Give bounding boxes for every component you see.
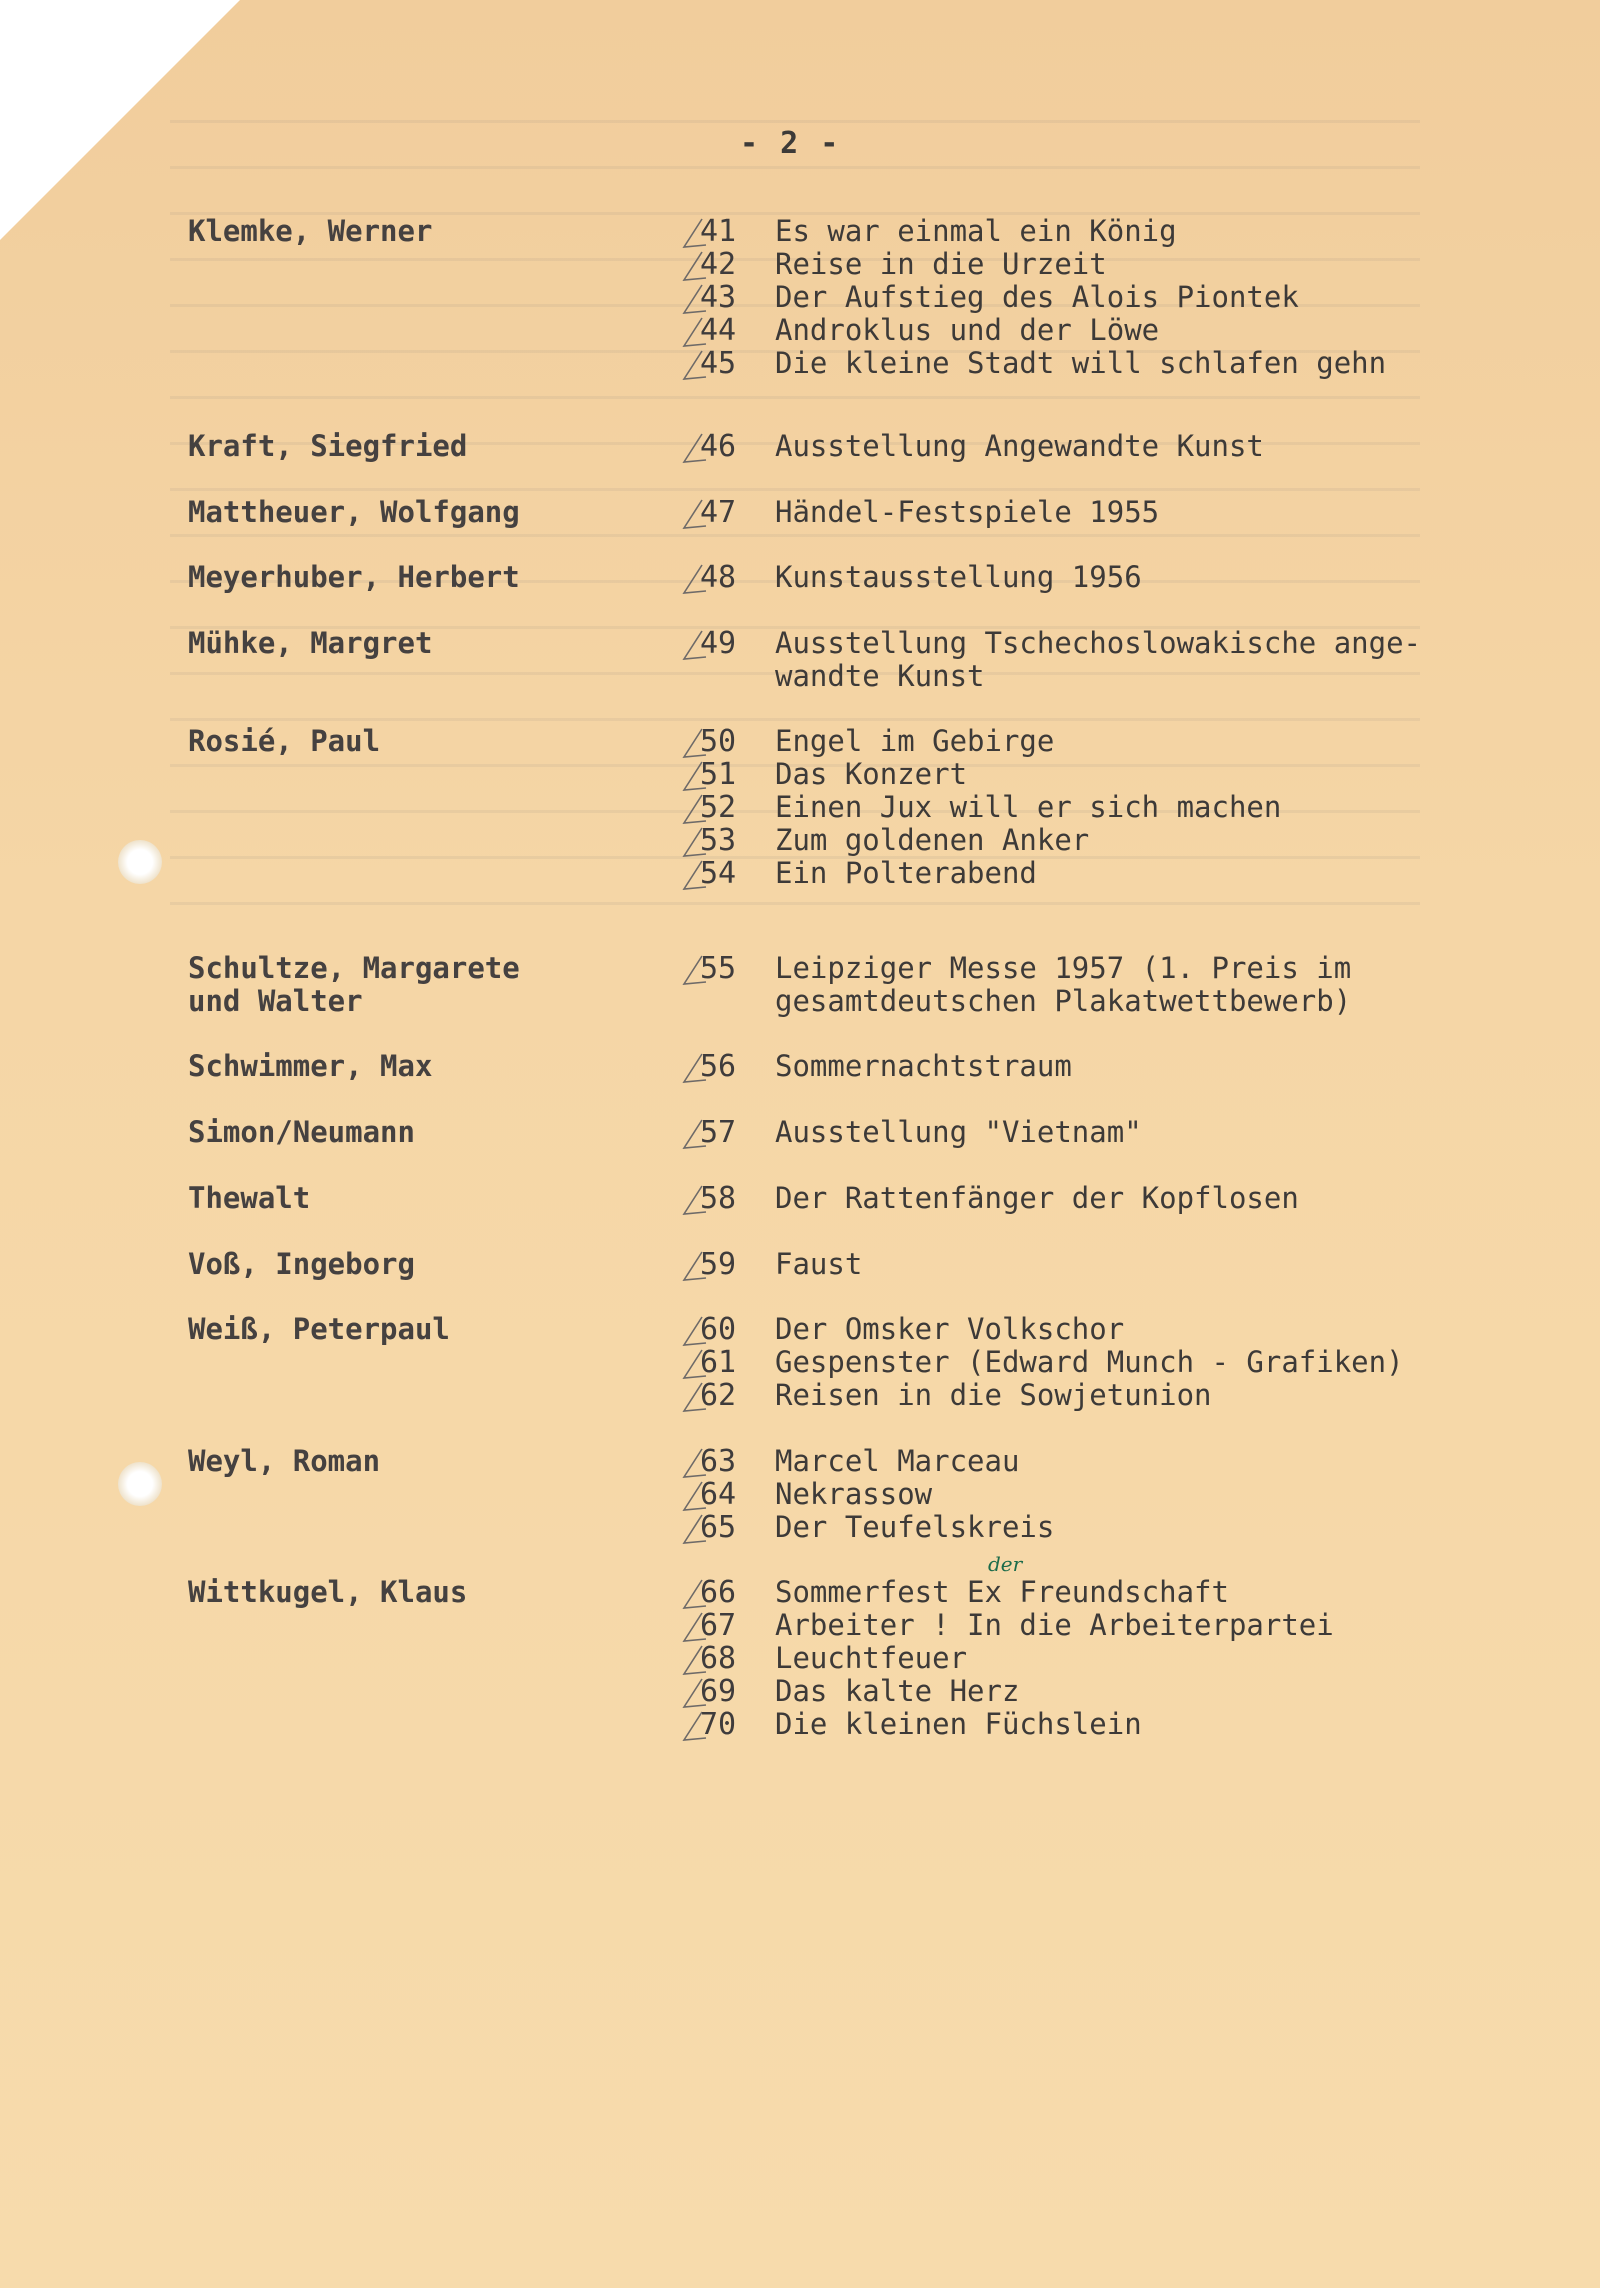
- poster-number: 59: [700, 1247, 737, 1282]
- poster-number: 42: [700, 247, 737, 282]
- poster-number: 69: [700, 1674, 737, 1709]
- poster-number: 62: [700, 1378, 737, 1413]
- poster-number: 64: [700, 1477, 737, 1512]
- poster-title: Die kleinen Füchslein: [775, 1707, 1142, 1741]
- artist-name: Weyl, Roman: [188, 1444, 381, 1478]
- poster-title: gesamtdeutschen Plakatwettbewerb): [775, 984, 1352, 1018]
- poster-title: Das Konzert: [775, 757, 968, 791]
- poster-title: Es war einmal ein König: [775, 214, 1177, 248]
- artist-name: Meyerhuber, Herbert: [188, 560, 520, 594]
- poster-number: 60: [700, 1312, 737, 1347]
- poster-title: Arbeiter ! In die Arbeiterpartei: [775, 1608, 1334, 1642]
- poster-number: 53: [700, 823, 737, 858]
- poster-number: 63: [700, 1444, 737, 1479]
- page-number: - 2 -: [740, 126, 841, 161]
- artist-name: Mühke, Margret: [188, 626, 433, 660]
- poster-title: Leuchtfeuer: [775, 1641, 968, 1675]
- poster-title: Ausstellung Angewandte Kunst: [775, 429, 1264, 463]
- poster-title: Sommerfest Ex Freundschaft: [775, 1575, 1229, 1609]
- poster-title: Marcel Marceau: [775, 1444, 1020, 1478]
- poster-title: Das kalte Herz: [775, 1674, 1020, 1708]
- poster-title: Die kleine Stadt will schlafen gehn: [775, 346, 1387, 380]
- poster-number: 56: [700, 1049, 737, 1084]
- poster-number: 46: [700, 429, 737, 464]
- artist-name: Klemke, Werner: [188, 214, 433, 248]
- poster-number: 67: [700, 1608, 737, 1643]
- poster-number: 68: [700, 1641, 737, 1676]
- poster-number: 55: [700, 951, 737, 986]
- poster-number: 52: [700, 790, 737, 825]
- poster-title: Leipziger Messe 1957 (1. Preis im: [775, 951, 1352, 985]
- poster-title: Sommernachtstraum: [775, 1049, 1072, 1083]
- poster-title: Gespenster (Edward Munch - Grafiken): [775, 1345, 1404, 1379]
- artist-name: Schultze, Margarete und Walter: [188, 951, 520, 1018]
- poster-number: 47: [700, 495, 737, 530]
- poster-title: Einen Jux will er sich machen: [775, 790, 1282, 824]
- artist-name: Mattheuer, Wolfgang: [188, 495, 520, 529]
- artist-name: Rosié, Paul: [188, 724, 381, 758]
- torn-corner: [0, 0, 240, 240]
- handwritten-correction: der: [988, 1552, 1023, 1576]
- poster-number: 66: [700, 1575, 737, 1610]
- poster-title: Der Omsker Volkschor: [775, 1312, 1125, 1346]
- poster-title: wandte Kunst: [775, 659, 985, 693]
- poster-number: 65: [700, 1510, 737, 1545]
- poster-title: Androklus und der Löwe: [775, 313, 1160, 347]
- artist-name: Simon/Neumann: [188, 1115, 415, 1149]
- poster-title: Faust: [775, 1247, 863, 1281]
- poster-title: Kunstausstellung 1956: [775, 560, 1142, 594]
- poster-number: 50: [700, 724, 737, 759]
- artist-name: Weiß, Peterpaul: [188, 1312, 450, 1346]
- poster-title: Der Aufstieg des Alois Piontek: [775, 280, 1299, 314]
- poster-number: 43: [700, 280, 737, 315]
- poster-number: 70: [700, 1707, 737, 1742]
- poster-title: Engel im Gebirge: [775, 724, 1055, 758]
- poster-title: Ausstellung "Vietnam": [775, 1115, 1142, 1149]
- poster-number: 48: [700, 560, 737, 595]
- poster-number: 58: [700, 1181, 737, 1216]
- poster-title: Nekrassow: [775, 1477, 933, 1511]
- poster-number: 41: [700, 214, 737, 249]
- poster-number: 57: [700, 1115, 737, 1150]
- punch-hole-top: [118, 840, 162, 884]
- poster-title: Reisen in die Sowjetunion: [775, 1378, 1212, 1412]
- poster-number: 61: [700, 1345, 737, 1380]
- artist-name: Wittkugel, Klaus: [188, 1575, 468, 1609]
- poster-title: Reise in die Urzeit: [775, 247, 1107, 281]
- poster-title: Der Rattenfänger der Kopflosen: [775, 1181, 1299, 1215]
- artist-name: Schwimmer, Max: [188, 1049, 433, 1083]
- artist-name: Kraft, Siegfried: [188, 429, 468, 463]
- poster-title: Der Teufelskreis: [775, 1510, 1055, 1544]
- artist-name: Thewalt: [188, 1181, 311, 1215]
- artist-name: Voß, Ingeborg: [188, 1247, 415, 1281]
- poster-number: 44: [700, 313, 737, 348]
- poster-title: Zum goldenen Anker: [775, 823, 1090, 857]
- poster-number: 49: [700, 626, 737, 661]
- punch-hole-bottom: [118, 1462, 162, 1506]
- poster-title: Händel-Festspiele 1955: [775, 495, 1160, 529]
- poster-number: 54: [700, 856, 737, 891]
- poster-number: 51: [700, 757, 737, 792]
- poster-number: 45: [700, 346, 737, 381]
- poster-title: Ein Polterabend: [775, 856, 1037, 890]
- poster-title: Ausstellung Tschechoslowakische ange-: [775, 626, 1422, 660]
